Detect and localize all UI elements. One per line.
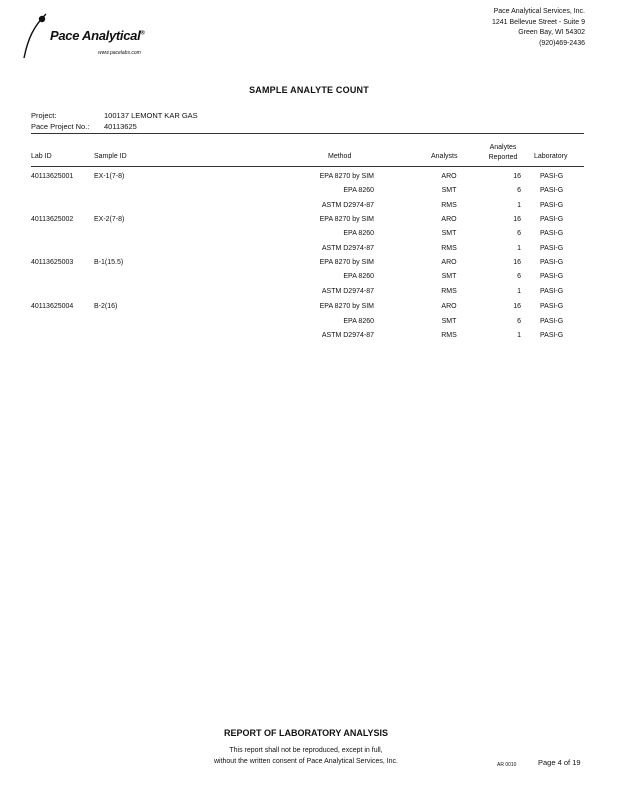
- sample-id: EX-1(7-8): [94, 173, 125, 180]
- project-label: Project:: [31, 111, 57, 120]
- analytes-reported: 16: [513, 173, 521, 180]
- analytes-reported: 6: [517, 187, 521, 194]
- table-row: [0, 245, 618, 259]
- pace-project-value: 40113625: [104, 122, 137, 131]
- analytes-reported: 6: [517, 273, 521, 280]
- table-row: [0, 259, 618, 273]
- analytes-reported: 6: [517, 318, 521, 325]
- analytes-reported: 1: [517, 245, 521, 252]
- col-analytes-line1: Analytes: [489, 144, 517, 151]
- page-number: Page 4 of 19: [538, 758, 581, 767]
- lab-id: 40113625003: [31, 259, 74, 266]
- analyst: SMT: [441, 318, 457, 325]
- header-rule-top: [31, 133, 584, 134]
- table-row: [0, 273, 618, 287]
- laboratory: PASI-G: [540, 288, 564, 295]
- method: EPA 8270 by SIM: [319, 259, 374, 266]
- analyst: ARO: [441, 259, 457, 266]
- analyst: RMS: [441, 288, 457, 295]
- pace-project-label: Pace Project No.:: [31, 122, 90, 131]
- analyst: RMS: [441, 245, 457, 252]
- method: EPA 8260: [343, 187, 374, 194]
- table-row: [0, 216, 618, 230]
- sample-id: B-2(16): [94, 303, 118, 310]
- analytes-reported: 1: [517, 288, 521, 295]
- lab-id: 40113625001: [31, 173, 74, 180]
- report-title: SAMPLE ANALYTE COUNT: [249, 85, 369, 95]
- analytes-reported: 1: [517, 202, 521, 209]
- analyst: SMT: [441, 230, 457, 237]
- method: ASTM D2974-87: [321, 202, 374, 209]
- analyst: ARO: [441, 216, 457, 223]
- laboratory: PASI-G: [540, 318, 564, 325]
- analytes-reported: 16: [513, 303, 521, 310]
- project-info: [31, 110, 198, 132]
- laboratory: PASI-G: [540, 187, 564, 194]
- laboratory: PASI-G: [540, 259, 564, 266]
- pace-logo: [20, 8, 155, 63]
- analyst: SMT: [441, 273, 457, 280]
- col-sample-id: Sample ID: [94, 153, 127, 160]
- analyst: RMS: [441, 202, 457, 209]
- analytes-reported: 16: [513, 259, 521, 266]
- sample-id: B-1(15.5): [94, 259, 124, 266]
- company-line: Pace Analytical Services, Inc.: [493, 8, 585, 15]
- col-analytes-reported: [482, 143, 524, 163]
- table-row: [0, 202, 618, 216]
- analytes-reported: 1: [517, 332, 521, 339]
- table-row: [0, 173, 618, 187]
- laboratory: PASI-G: [540, 303, 564, 310]
- laboratory: PASI-G: [540, 332, 564, 339]
- analytes-reported: 6: [517, 230, 521, 237]
- table-row: [0, 318, 618, 332]
- lab-id: 40113625002: [31, 216, 74, 223]
- method: ASTM D2974-87: [321, 245, 374, 252]
- company-address: [492, 7, 585, 49]
- table-row: [0, 187, 618, 201]
- header-rule-bottom: [31, 166, 584, 167]
- project-value: 100137 LEMONT KAR GAS: [104, 111, 198, 120]
- laboratory: PASI-G: [540, 230, 564, 237]
- lab-id: 40113625004: [31, 303, 74, 310]
- company-line: 1241 Bellevue Street - Suite 9: [491, 18, 585, 26]
- table-row: [0, 332, 618, 346]
- footer-note-line1: This report shall not be reproduced, except in full,: [229, 747, 383, 754]
- logo-name: Pace Analytical®: [50, 28, 145, 43]
- footer-note-line2: without the written consent of Pace Analytical Services, Inc.: [213, 758, 399, 765]
- method: ASTM D2974-87: [321, 288, 374, 295]
- laboratory: PASI-G: [540, 216, 564, 223]
- laboratory: PASI-G: [540, 245, 564, 252]
- analyst: ARO: [441, 303, 457, 310]
- laboratory: PASI-G: [540, 273, 564, 280]
- footer-title: REPORT OF LABORATORY ANALYSIS: [223, 728, 389, 738]
- col-lab-id: Lab ID: [31, 153, 52, 160]
- company-line: (920)469-2436: [539, 39, 585, 47]
- col-laboratory: Laboratory: [534, 153, 568, 160]
- method: EPA 8270 by SIM: [319, 216, 374, 223]
- col-method: Method: [328, 153, 352, 160]
- method: EPA 8270 by SIM: [319, 173, 374, 180]
- footer-note: [0, 745, 612, 767]
- table-row: [0, 230, 618, 244]
- analyst: RMS: [441, 332, 457, 339]
- col-analytes-line2: Reported: [488, 154, 518, 161]
- method: EPA 8270 by SIM: [319, 303, 374, 310]
- col-analysts: Analysts: [431, 153, 458, 160]
- table-row: [0, 288, 618, 302]
- table-row: [0, 303, 618, 317]
- company-line: Green Bay, WI 54302: [518, 29, 585, 36]
- sample-id: EX-2(7-8): [94, 216, 125, 223]
- analytes-reported: 16: [513, 216, 521, 223]
- logo-url: www.pacelabs.com: [98, 50, 141, 56]
- analyst: SMT: [441, 187, 457, 194]
- laboratory: PASI-G: [540, 202, 564, 209]
- method: ASTM D2974-87: [321, 332, 374, 339]
- laboratory: PASI-G: [540, 173, 564, 180]
- method: EPA 8260: [343, 318, 374, 325]
- analyst: ARO: [441, 173, 457, 180]
- method: EPA 8260: [343, 273, 374, 280]
- method: EPA 8260: [343, 230, 374, 237]
- ar-code: AR 0010: [497, 762, 517, 768]
